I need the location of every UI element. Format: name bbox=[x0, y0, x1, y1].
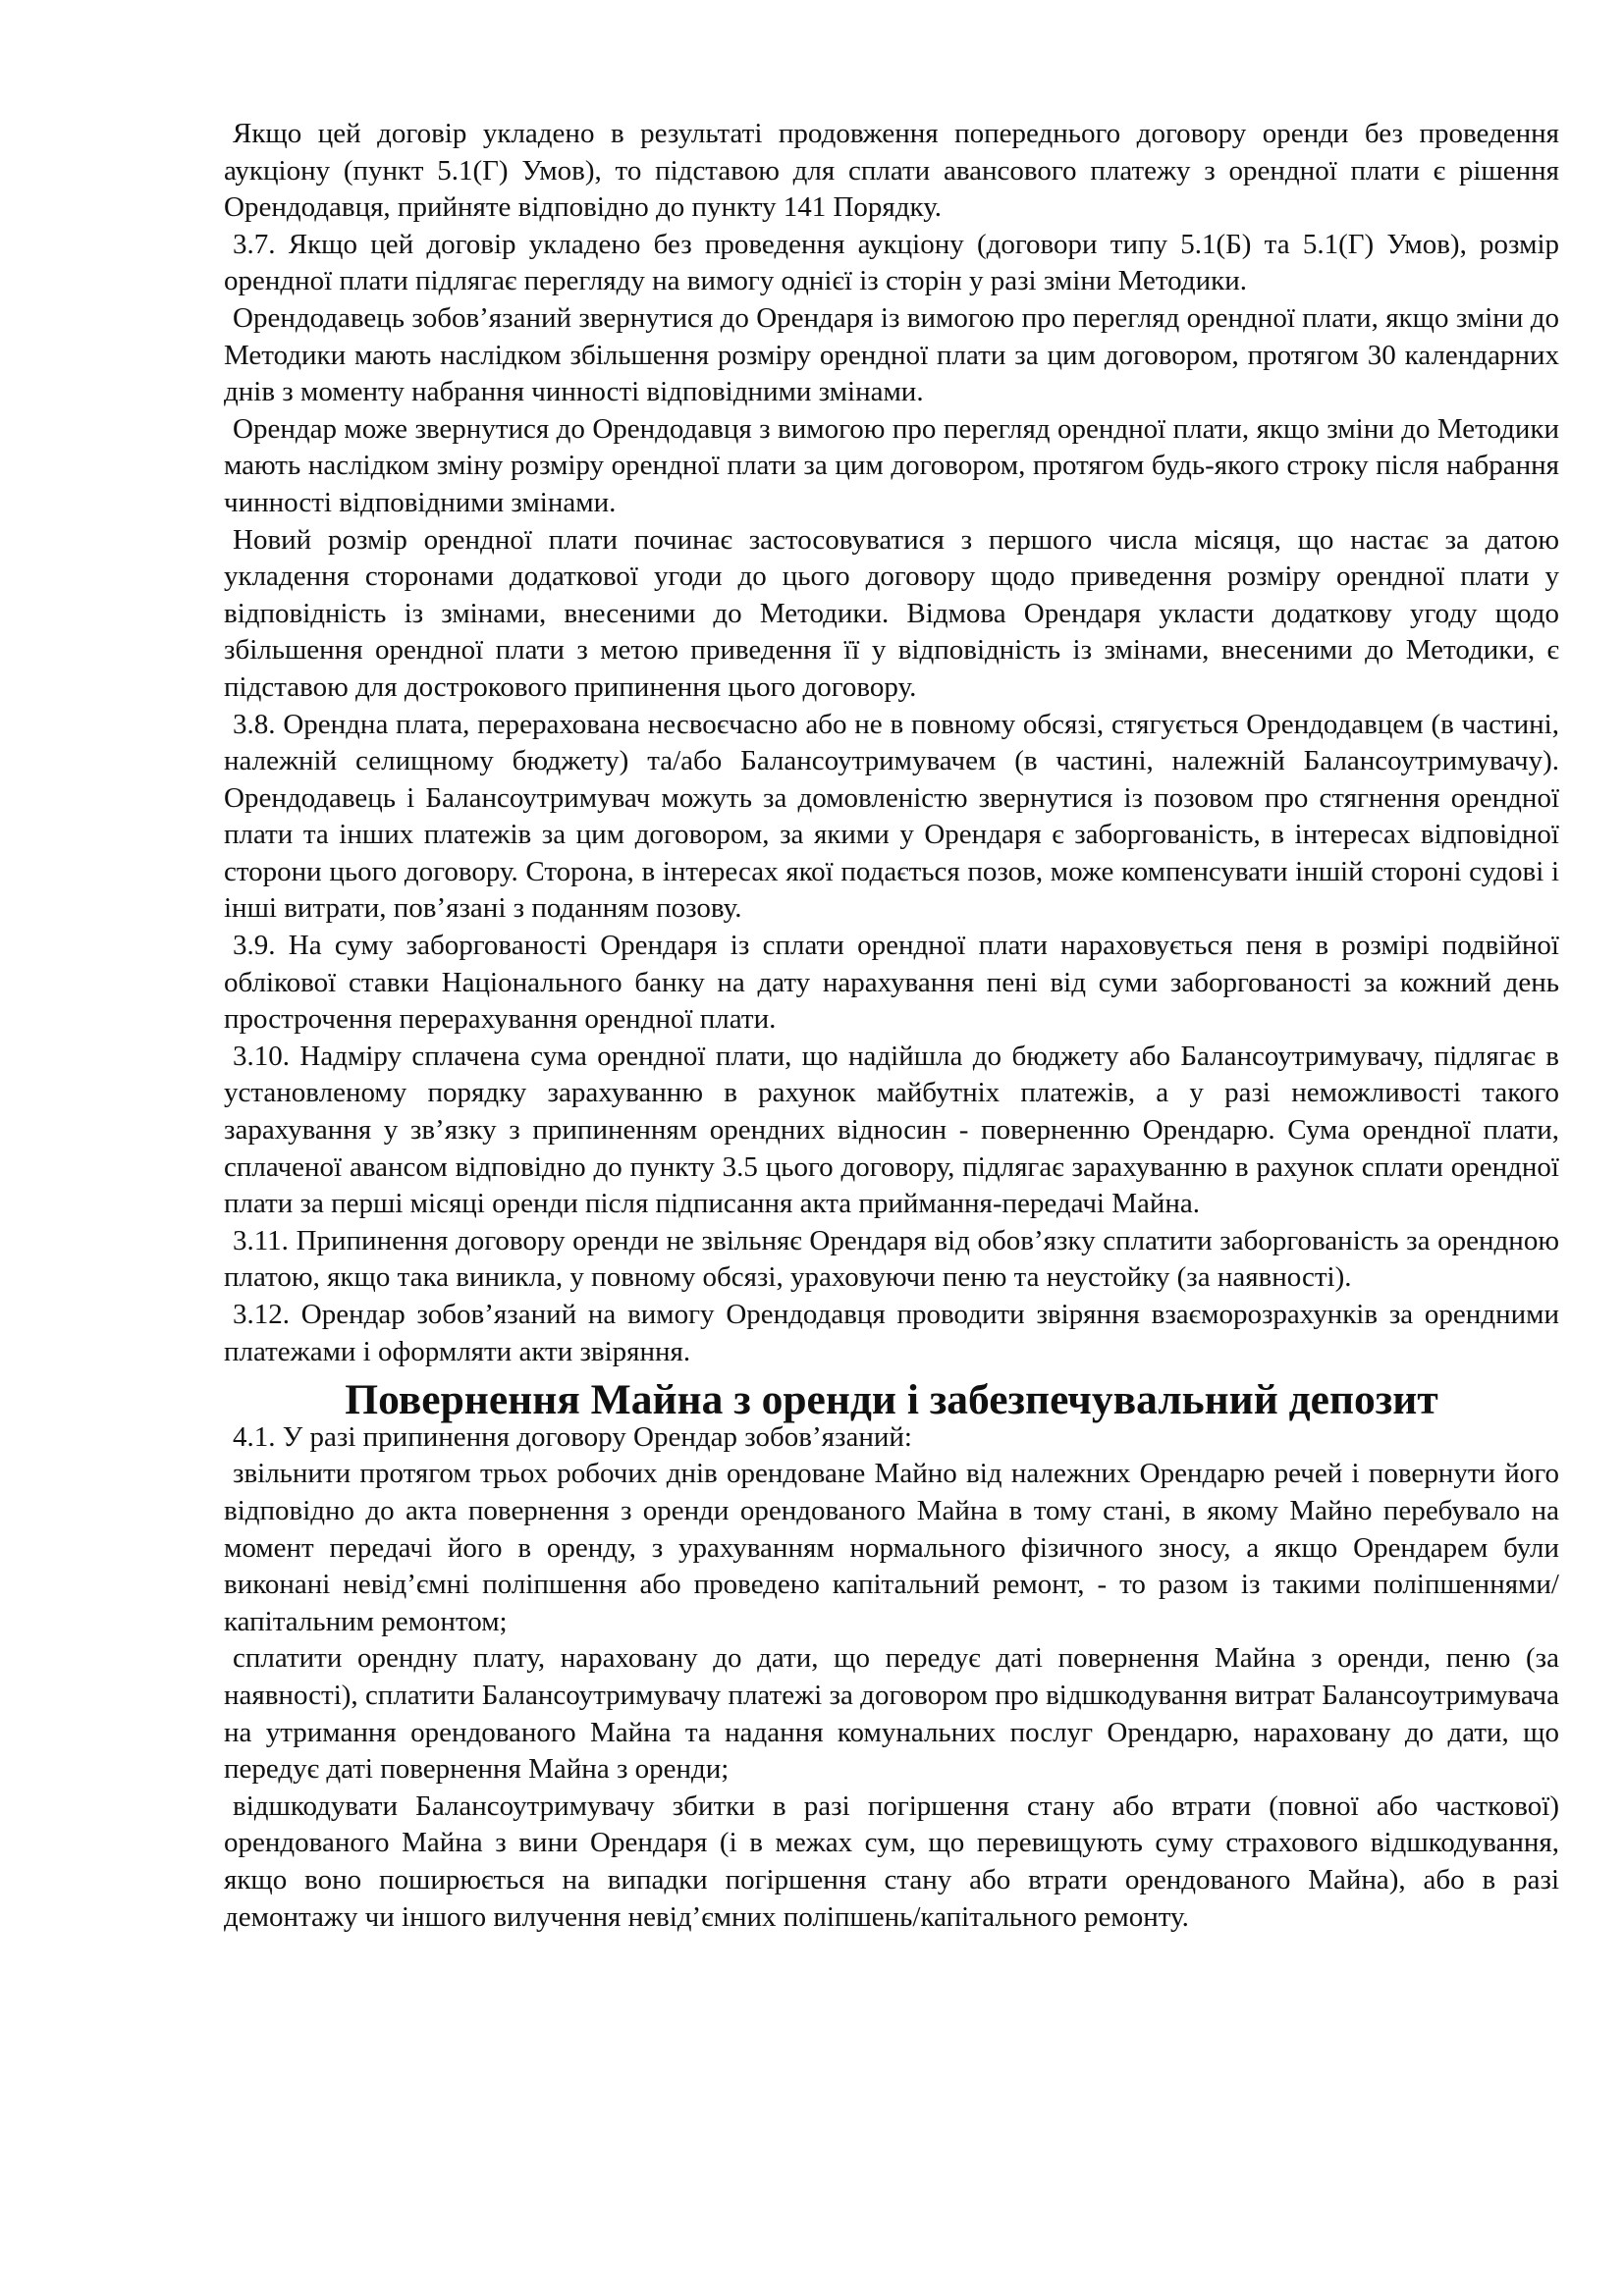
paragraph-3-10: 3.10. Надміру сплачена сума орендної плати, що надійшла до бюджету або Балансоутримувачу, підлягає в установленому порядку зарахуванню в рахунок майбутніх платежів, а у разі неможливості такого зарахування у зв’язку з припиненням орендних відносин - поверненню Орендарю. Сума орендної плати, сплаченої авансом відповідно до пункту 3.5 цього договору, підлягає зарахуванню в рахунок сплати орендної плати за перші місяці оренди після підписання акта приймання-передачі Майна. bbox=[224, 1040, 1559, 1220]
paragraph-vacate-property: звільнити протягом трьох робочих днів орендоване Майно від належних Орендарю речей і повернути його відповідно до акта повернення з оренди орендованого Майна в тому стані, в якому Майно перебувало на момент передачі його в оренду, з урахуванням нормального фізичного зносу, а якщо Орендарем були виконані невід’ємні поліпшення або проведено капітальний ремонт, - то разом із такими поліпшеннями/капітальним ремонтом; bbox=[224, 1458, 1559, 1637]
paragraph-compensate-losses: відшкодувати Балансоутримувачу збитки в разі погіршення стану або втрати (повної або часткової) орендованого Майна з вини Орендаря (і в межах сум, що перевищують суму страхового відшкодування, якщо воно поширюється на випадки погіршення стану або втрати орендованого Майна), або в разі демонтажу чи іншого вилучення невід’ємних поліпшень/капітального ремонту. bbox=[224, 1789, 1559, 1933]
paragraph-3-9: 3.9. На суму заборгованості Орендаря із сплати орендної плати нараховується пеня в розмірі подвійної облікової ставки Національного банку на дату нарахування пені від суми заборгованості за кожний день прострочення перерахування орендної плати. bbox=[224, 930, 1559, 1036]
paragraph-3-7: 3.7. Якщо цей договір укладено без проведення аукціону (договори типу 5.1(Б) та 5.1(Г) Умов), розмір орендної плати підлягає перегляду на вимогу однієї із сторін у разі зміни Методики. bbox=[224, 228, 1559, 297]
paragraph-pay-rent: сплатити орендну плату, нараховану до дати, що передує даті повернення Майна з оренди, пеню (за наявності), сплатити Балансоутримувачу платежі за договором про відшкодування витрат Балансоутримувача на утримання орендованого Майна та надання комунальних послуг Орендарю, нараховану до дати, що передує даті повернення Майна з оренди; bbox=[224, 1642, 1559, 1786]
paragraph-3-12: 3.12. Орендар зобов’язаний на вимогу Орендодавця проводити звіряння взаєморозрахунків за орендними платежами і оформляти акти звіряння. bbox=[224, 1299, 1559, 1367]
paragraph-lessor-review: Орендодавець зобов’язаний звернутися до Орендаря із вимогою про перегляд орендної плати, якщо зміни до Методики мають наслідком збільшення розміру орендної плати за цим договором, протягом 30 календарних днів з моменту набрання чинності відповідними змінами. bbox=[224, 301, 1559, 408]
paragraph-4-1: 4.1. У разі припинення договору Орендар зобов’язаний: bbox=[233, 1420, 912, 1453]
paragraph-new-rent: Новий розмір орендної плати починає застосовуватися з першого числа місяця, що настає за датою укладення сторонами додаткової угоди до цього договору щодо приведення розміру орендної плати у відповідність із змінами, внесеними до Методики. Відмова Орендаря укласти додаткову угоду щодо збільшення орендної плати з метою приведення її у відповідність із змінами, внесеними до Методики, є підставою для дострокового припинення цього договору. bbox=[224, 523, 1559, 703]
paragraph-prolongation-advance: Якщо цей договір укладено в результаті продовження попереднього договору оренди без проведення аукціону (пункт 5.1(Г) Умов), то підставою для сплати авансового платежу з орендної плати є рішення Орендодавця, прийняте відповідно до пункту 141 Порядку. bbox=[224, 118, 1559, 224]
section-heading: Повернення Майна з оренди і забезпечувальний депозит bbox=[345, 1376, 1438, 1424]
paragraph-3-8: 3.8. Орендна плата, перерахована несвоєчасно або не в повному обсязі, стягується Орендодавцем (в частині, належній селищному бюджету) та/або Балансоутримувачем (в частині, належній Балансоутримувачу). Орендодавець і Балансоутримувач можуть за домовленістю звернутися із позовом про стягнення орендної плати та інших платежів за цим договором, за якими у Орендаря є заборгованість, в інтересах відповідної сторони цього договору. Сторона, в інтересах якої подається позов, може компенсувати іншій стороні судові і інші витрати, пов’язані з поданням позову. bbox=[224, 708, 1559, 925]
paragraph-tenant-review: Орендар може звернутися до Орендодавця з вимогою про перегляд орендної плати, якщо зміни до Методики мають наслідком зміну розміру орендної плати за цим договором, протягом будь-якого строку після набрання чинності відповідними змінами. bbox=[224, 412, 1559, 518]
paragraph-3-11: 3.11. Припинення договору оренди не звільняє Орендаря від обов’язку сплатити заборгованість за орендною платою, якщо така виникла, у повному обсязі, ураховуючи пеню та неустойку (за наявності). bbox=[224, 1224, 1559, 1294]
